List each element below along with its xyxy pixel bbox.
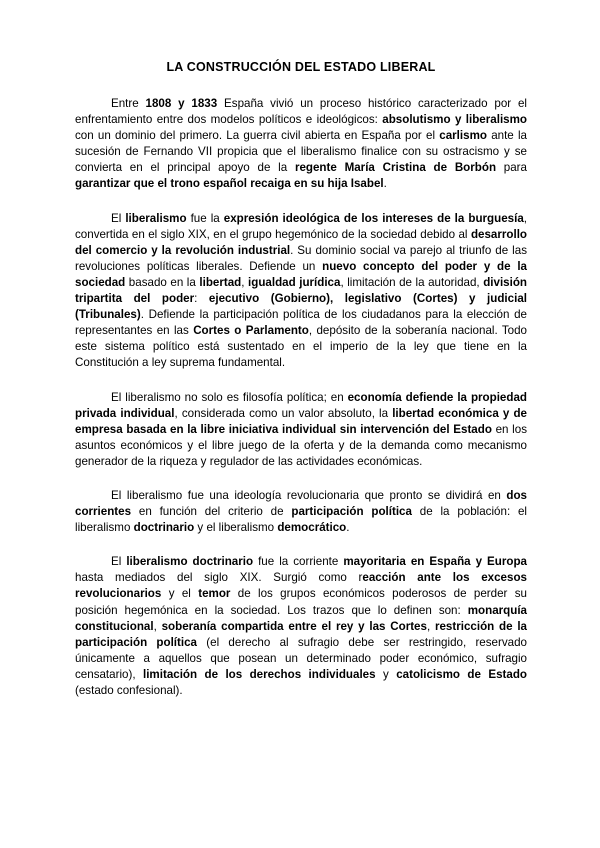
text-run: fue la bbox=[186, 211, 224, 225]
paragraph bbox=[75, 211, 527, 372]
text-run: , considerada como un valor absoluto, la bbox=[174, 406, 393, 420]
text-run: Entre bbox=[111, 97, 146, 110]
bold-text: monarquía constitucional bbox=[75, 603, 527, 633]
text-run: . Su dominio social va parejo al triunfo de las revoluciones políticas liberales. Defiende un bbox=[75, 243, 527, 273]
text-run: , bbox=[241, 275, 249, 289]
bold-text: democrático bbox=[277, 521, 347, 535]
text-run: El liberalismo fue una ideología revolucionaria que pronto se dividirá en bbox=[111, 488, 507, 502]
text-run: fue la corriente bbox=[253, 555, 344, 569]
paragraph bbox=[75, 390, 527, 470]
paragraph bbox=[75, 488, 527, 536]
bold-text: soberanía compartida entre el rey y las Cortes bbox=[161, 619, 427, 633]
text-run: . bbox=[383, 177, 387, 191]
text-run: El bbox=[111, 211, 126, 225]
text-run: hasta mediados del siglo XIX. Surgió como r bbox=[75, 571, 363, 585]
bold-text: eacción ante los excesos revolucionarios bbox=[75, 571, 527, 601]
bold-text: dos corrientes bbox=[75, 488, 527, 519]
bold-text: libertad bbox=[199, 275, 242, 289]
text-run: , convertida en el siglo XIX, en el grupo hegemónico de la sociedad debido al bbox=[75, 211, 528, 241]
text-run: , bbox=[426, 619, 435, 633]
bold-text: igualdad jurídica bbox=[248, 275, 341, 289]
bold-text: expresión ideológica de los intereses de la burguesía bbox=[223, 211, 524, 225]
bold-text: garantizar que el trono español recaiga en su hija Isabel bbox=[75, 177, 384, 191]
bold-text: ejecutivo (Gobierno), legislativo (Cortes) y judicial (Tribunales) bbox=[75, 292, 527, 322]
bold-text: liberalismo doctrinario bbox=[126, 555, 254, 569]
bold-text: liberalismo bbox=[125, 211, 187, 225]
text-run: ante la sucesión de Fernando VII propicia que el liberalismo finalice con su ostracismo y se convierta en el principal apoyo de la bbox=[75, 129, 528, 175]
bold-text: economía defiende la propiedad privada individual bbox=[75, 390, 527, 420]
text-run: en función del criterio de bbox=[131, 505, 292, 519]
text-run: y el bbox=[161, 587, 199, 601]
text-run: , limitación de la autoridad, bbox=[340, 275, 484, 289]
text-run: : bbox=[194, 292, 209, 306]
document-body bbox=[75, 96, 527, 699]
bold-text: absolutismo y liberalismo bbox=[382, 113, 527, 127]
bold-text: catolicismo de Estado bbox=[396, 667, 527, 681]
text-run: , depósito de la soberanía nacional. Todo este sistema político está sustentado en el imperio de la ley que tiene en la Constitución a ley suprema fundamental. bbox=[75, 324, 527, 370]
bold-text: temor bbox=[198, 587, 231, 601]
bold-text: doctrinario bbox=[133, 521, 195, 535]
document-title: LA CONSTRUCCIÓN DEL ESTADO LIBERAL bbox=[166, 60, 436, 74]
text-run: El liberalismo no solo es filosofía política; en bbox=[111, 390, 348, 404]
text-run: de la población: el liberalismo bbox=[75, 505, 528, 535]
bold-text: 1808 y 1833 bbox=[145, 97, 218, 110]
text-run: en los asuntos económicos y el libre juego de la oferta y de la demanda como mecanismo generador de la riqueza y regulador de las actividades económicas. bbox=[75, 422, 527, 468]
text-run: . Defiende la participación política de los ciudadanos para la elección de representantes en las bbox=[75, 308, 527, 338]
bold-text: participación política bbox=[291, 505, 412, 519]
bold-text: mayoritaria en España y Europa bbox=[343, 555, 527, 569]
text-run: basado en la bbox=[125, 275, 200, 289]
text-run: (estado confesional). bbox=[75, 684, 183, 697]
text-run: de los grupos económicos poderosos de perder su posición hegemónica en la sociedad. Los trazos que lo definen son: bbox=[75, 587, 528, 617]
bold-text: limitación de los derechos individuales bbox=[142, 667, 376, 681]
bold-text: nuevo concepto del poder y de la sociedad bbox=[75, 259, 527, 289]
text-run: para bbox=[496, 161, 527, 175]
bold-text: desarrollo del comercio y la revolución industrial bbox=[75, 227, 527, 257]
text-run: con un dominio del primero. La guerra civil abierta en España por el bbox=[75, 129, 440, 143]
paragraph bbox=[75, 96, 527, 193]
bold-text: Cortes o Parlamento bbox=[193, 324, 309, 338]
bold-text: libertad económica y de empresa basada en la libre iniciativa individual sin intervención del Estado bbox=[75, 406, 527, 436]
text-run: , bbox=[153, 619, 162, 633]
text-run: El bbox=[111, 555, 127, 569]
bold-text: regente María Cristina de Borbón bbox=[294, 161, 497, 175]
paragraph bbox=[75, 554, 527, 699]
bold-text: carlismo bbox=[439, 129, 487, 143]
text-run: y bbox=[375, 667, 397, 681]
text-run: España vivió un proceso histórico caracterizado por el enfrentamiento entre dos modelos políticos e ideológicos: bbox=[75, 97, 527, 127]
bold-text: división tripartita del poder bbox=[75, 275, 527, 306]
text-run: (el derecho al sufragio debe ser restringido, reservado únicamente a aquellos que posean un determinado poder económico, sufragio censatario), bbox=[75, 635, 528, 681]
text-run: y el liberalismo bbox=[194, 521, 278, 535]
text-run: . bbox=[346, 521, 350, 535]
document-page bbox=[75, 60, 527, 717]
bold-text: restricción de la participación política bbox=[75, 619, 527, 649]
